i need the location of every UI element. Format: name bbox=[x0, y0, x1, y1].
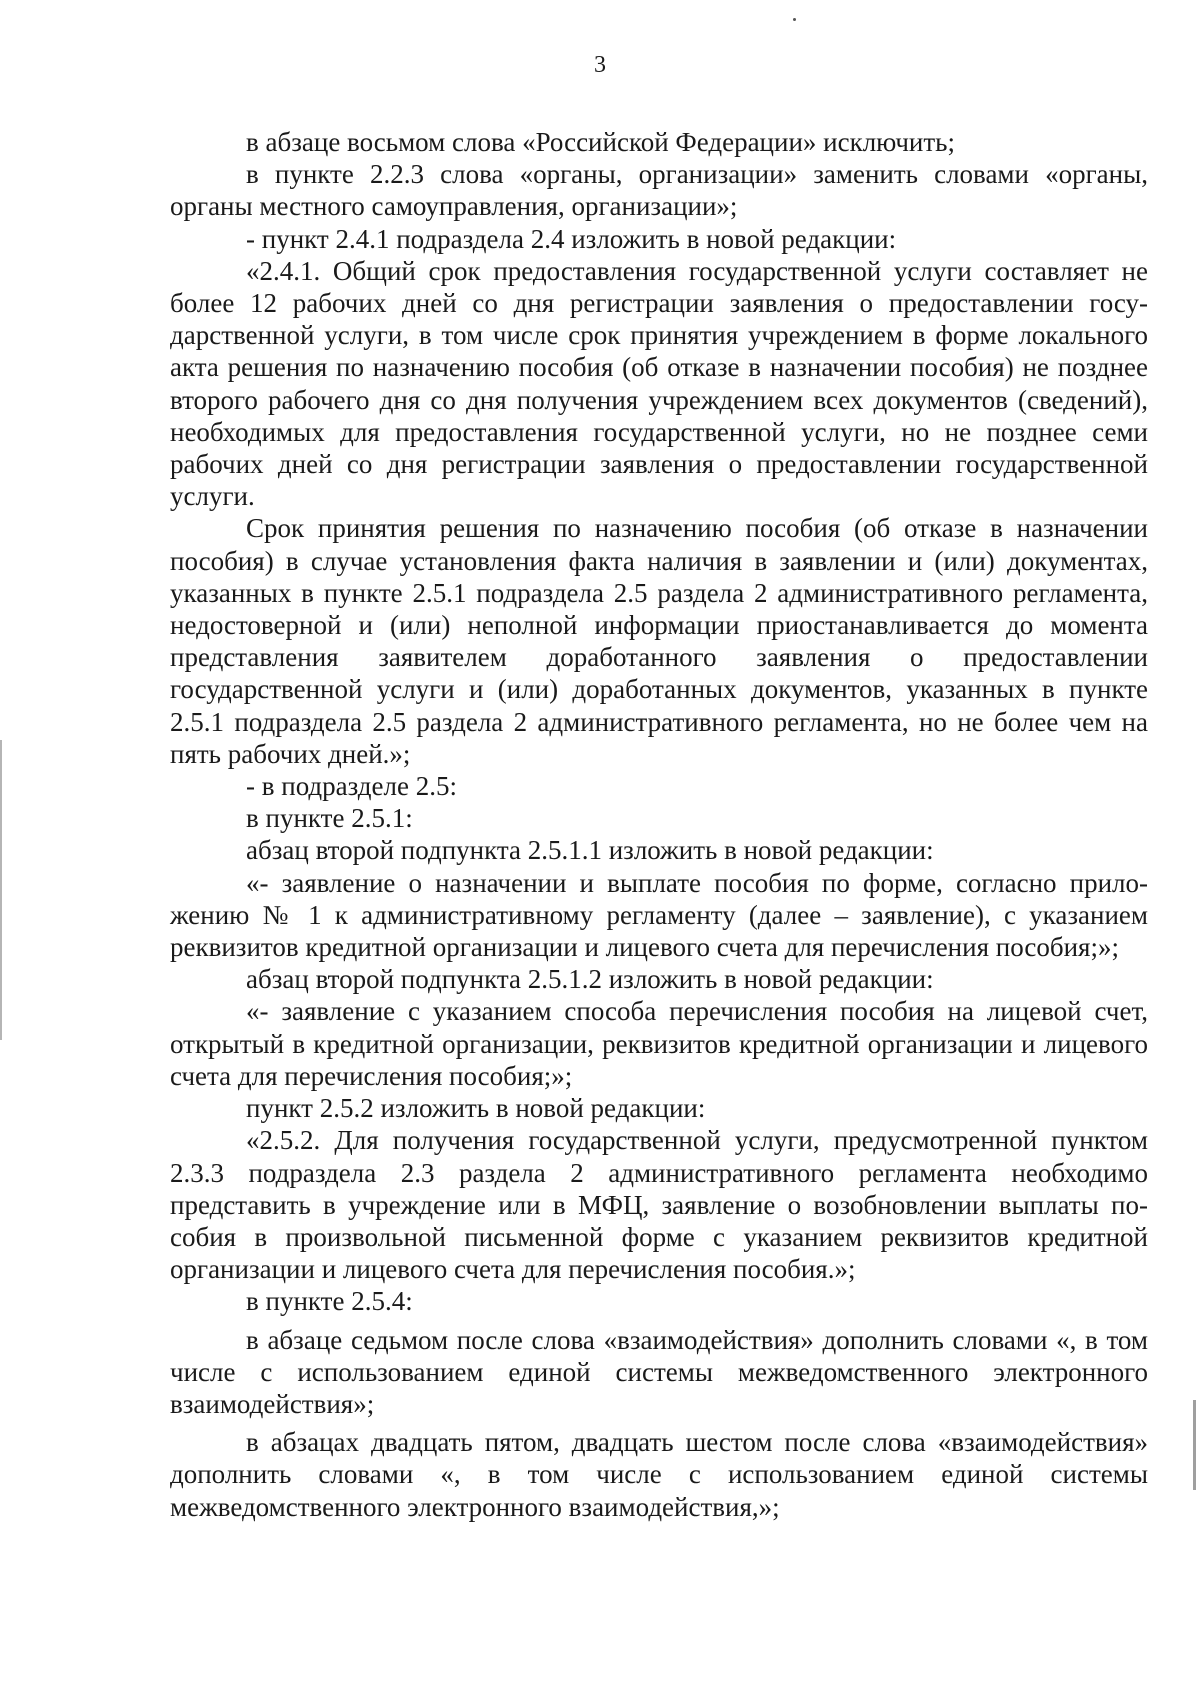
paragraph: Срок принятия решения по назначению пособия (об отказе в назначении пособия) в случае установления факта наличия в заявлении и (или) документах, указанных в пункте 2.5.1 подраздела 2.5 раздела 2 административного регламента, недостоверной и (или) неполной информации приостанавливается до момента представления заявителем доработанного заявления о предоставлении государственной услуги и (или) доработанных документов, указанных в пункте 2.5.1 подраздела 2.5 раздела 2 административного регламента, но не более чем на пять рабочих дней.»; bbox=[170, 513, 1148, 769]
paragraph: «- заявление о назначении и выплате пособия по форме, согласно приложению № 1 к административному регламенту (далее – заявление), с указанием реквизитов кредитной организации и лицевого счета для перечисления пособия;»; bbox=[170, 867, 1148, 963]
scan-edge-mark-right bbox=[1193, 1400, 1196, 1490]
scan-speck bbox=[793, 18, 796, 21]
paragraph: в пункте 2.5.1: bbox=[246, 803, 413, 834]
paragraph: в пункте 2.5.4: bbox=[246, 1286, 413, 1317]
paragraph: «2.5.2. Для получения государственной услуги, предусмотренной пунктом 2.3.3 подраздела 2.3 раздела 2 административного регламента необходимо представить в учреждение или в МФЦ, заявление о возобновлении выплаты пособия в произвольной письменной форме с указанием реквизитов кредитной организации и лицевого счета для перечисления пособия.»; bbox=[170, 1125, 1148, 1285]
paragraph: - пункт 2.4.1 подраздела 2.4 изложить в новой редакции: bbox=[246, 223, 897, 254]
paragraph: пункт 2.5.2 изложить в новой редакции: bbox=[246, 1093, 706, 1124]
paragraph: «2.4.1. Общий срок предоставления государственной услуги составляет не более 12 рабочих дней со дня регистрации заявления о предоставлении государственной услуги, в том числе срок принятия учреждением в форме локального акта решения по назначению пособия (об отказе в назначении пособия) не позднее второго рабочего дня со дня получения учреждением всех документов (сведений), необходимых для предоставления государственной услуги, но не позднее семи рабочих дней со дня регистрации заявления о предоставлении государственной услуги. bbox=[170, 255, 1148, 512]
document-body bbox=[170, 126, 1148, 1523]
paragraph: абзац второй подпункта 2.5.1.2 изложить в новой редакции: bbox=[246, 964, 934, 995]
paragraph: «- заявление с указанием способа перечисления пособия на лицевой счет, открытый в кредитной организации, реквизитов кредитной организации и лицевого счета для перечисления пособия;»; bbox=[170, 996, 1148, 1091]
paragraph: в абзаце восьмом слова «Российской Федерации» исключить; bbox=[246, 127, 955, 157]
paragraph: в пункте 2.2.3 слова «органы, организации» заменить словами «органы, органы местного самоуправления, организации»; bbox=[170, 159, 1148, 222]
paragraph: - в подразделе 2.5: bbox=[246, 771, 457, 802]
paragraph: в абзацах двадцать пятом, двадцать шестом после слова «взаимодействия» дополнить словами «, в том числе с использованием единой системы межведомственного электронного взаимодействия,»; bbox=[170, 1427, 1148, 1522]
page-number: 3 bbox=[594, 52, 606, 78]
paragraph: в абзаце седьмом после слова «взаимодействия» дополнить словами «, в том числе с использованием единой системы межведомственного электронного взаимодействия»; bbox=[170, 1324, 1148, 1419]
paragraph: абзац второй подпункта 2.5.1.1 изложить в новой редакции: bbox=[246, 835, 934, 866]
scan-edge-mark-left bbox=[0, 740, 2, 1040]
